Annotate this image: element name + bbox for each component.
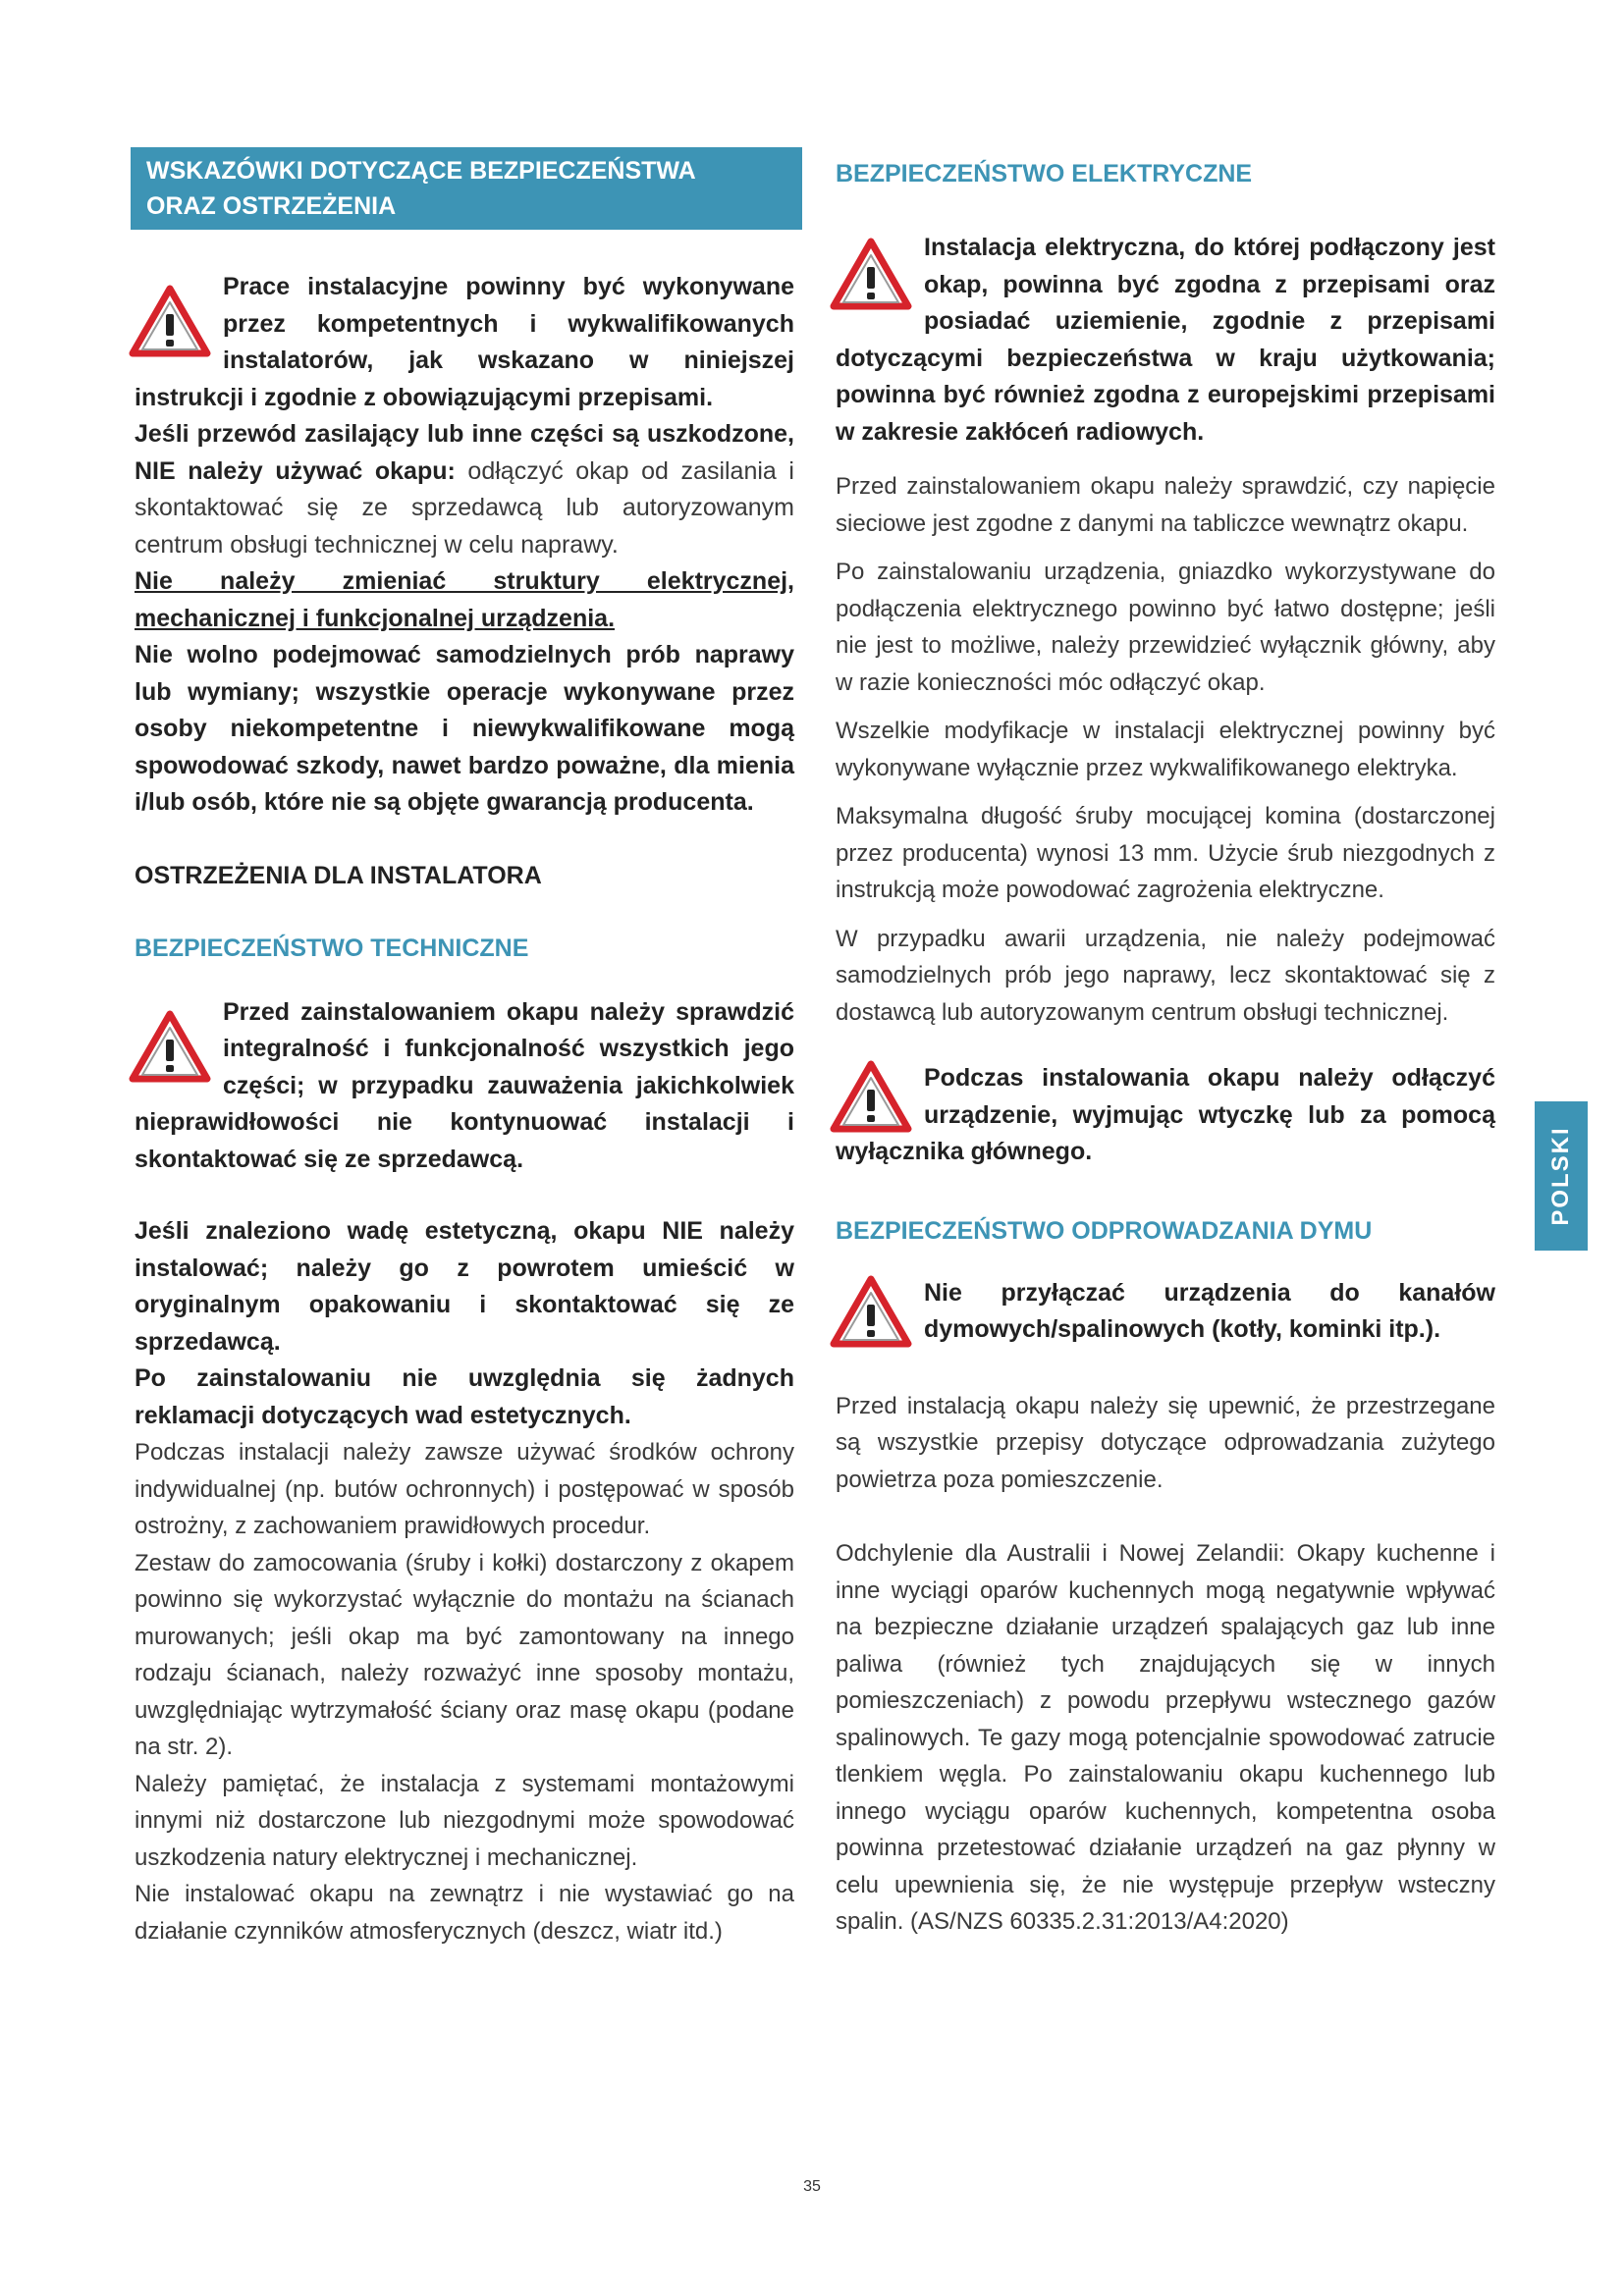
warning-triangle-icon xyxy=(129,285,211,357)
warning-text-2: Przed zainstalowaniem okapu należy sprawdzić integralność i funkcjonalność wszystkich jego części; w przypadku zauważenia jakichkolwiek nieprawidłowości nie kontynuować instalacji i skontaktować się ze sprzedawcą. xyxy=(135,997,794,1173)
socket-paragraph: Po zainstalowaniu urządzenia, gniazdko wykorzystywane do podłączenia elektrycznego powinno być łatwo dostępne; jeśli nie jest to możliwe, należy przewidzieć wyłącznik główny, aby w razie konieczności móc odłączyć okap. xyxy=(836,559,1495,696)
screw-paragraph: Maksymalna długość śruby mocującej komina (dostarczonej przez producenta) wynosi 13 mm. Użycie śrub niezgodnych z instrukcją może powodować zagrożenia elektryczne. xyxy=(836,803,1495,903)
modifications-paragraph: Wszelkie modyfikacje w instalacji elektrycznej powinny być wykonywane wyłącznie przez wykwalifikowanego elektryka. xyxy=(836,718,1495,781)
banner-line-1: WSKAZÓWKI DOTYCZĄCE BEZPIECZEŃSTWA xyxy=(146,157,696,185)
warning-triangle-icon xyxy=(830,238,912,310)
electrical-safety-heading: BEZPIECZEŃSTWO ELEKTRYCZNE xyxy=(836,160,1253,187)
no-modify-notice: Nie należy zmieniać struktury elektrycznej, mechanicznej i funkcjonalnej urządzenia. xyxy=(135,567,794,632)
damage-plain-text: odłączyć okap od zasilania i skontaktować się ze sprzedawcą lub autoryzowanym centrum obsługi technicznej w celu naprawy. xyxy=(135,456,794,559)
warning-text-4: Podczas instalowania okapu należy odłączyć urządzenie, wyjmując wtyczkę lub za pomocą wyłącznika głównego. xyxy=(836,1064,1495,1165)
right-column xyxy=(836,147,1495,1941)
warning-block-2 xyxy=(135,994,794,1179)
installer-heading: OSTRZEŻENIA DLA INSTALATORA xyxy=(135,861,542,889)
page-number: 35 xyxy=(803,2178,821,2195)
warning-text-3: Instalacja elektryczna, do której podłączony jest okap, powinna być zgodna z przepisami oraz posiadać uziemienie, zgodnie z przepisami dotyczącymi bezpieczeństwa w kraju użytkowania; powinna być również zgodna z europejskimi przepisami w zakresie zakłóceń radiowych. xyxy=(836,234,1495,446)
mounting-systems-paragraph: Należy pamiętać, że instalacja z systemami montażowymi innymi niż dostarczone lub niezgodnymi może spowodować uszkodzenia natury elektrycznej i mechanicznej. xyxy=(135,1770,794,1871)
warning-block-5 xyxy=(836,1275,1495,1349)
no-repair-notice: Nie wolno podejmować samodzielnych prób naprawy lub wymiany; wszystkie operacje wykonywane przez osoby niekompetentne i niewykwalifikowane mogą spowodować szkody, nawet bardzo poważne, dla mienia i/lub osób, które nie są objęte gwarancją producenta. xyxy=(135,641,794,816)
left-column xyxy=(135,147,794,1949)
protection-paragraph: Podczas instalacji należy zawsze używać środków ochrony indywidualnej (np. butów ochronnych) i postępować w sposób ostrożny, z zachowaniem prawidłowych procedur. xyxy=(135,1439,794,1539)
technical-safety-heading: BEZPIECZEŃSTWO TECHNICZNE xyxy=(135,934,529,962)
damage-bold-text: Jeśli przewód zasilający lub inne części są uszkodzone, NIE należy używać okapu: xyxy=(135,420,794,485)
warning-block-1 xyxy=(135,269,794,416)
aesthetic-defect-notice: Jeśli znaleziono wadę estetyczną, okapu NIE należy instalować; należy go z powrotem umieścić w oryginalnym opakowaniu i skontaktować się ze sprzedawcą. xyxy=(135,1217,794,1356)
language-tab-label: POLSKI xyxy=(1547,1126,1574,1226)
warning-block-3 xyxy=(836,230,1495,451)
smoke-safety-heading: BEZPIECZEŃSTWO ODPROWADZANIA DYMU xyxy=(836,1216,1373,1245)
warning-block-4 xyxy=(836,1060,1495,1171)
failure-paragraph: W przypadku awarii urządzenia, nie należy podejmować samodzielnych prób jego naprawy, lecz skontaktować się z dostawcą lub autoryzowanym centrum obsługi technicznej. xyxy=(836,925,1495,1026)
regulations-paragraph: Przed instalacją okapu należy się upewnić, że przestrzegane są wszystkie przepisy dotyczące odprowadzania zużytego powietrza poza pomieszczenie. xyxy=(836,1392,1495,1493)
australia-paragraph: Odchylenie dla Australii i Nowej Zelandii: Okapy kuchenne i inne wyciągi oparów kuchennych mogą negatywnie wpływać na bezpieczne działanie urządzeń spalających gaz lub inne paliwa (również tych znajdujących się w innych pomieszczeniach) z powodu przepływu wstecznego gazów spalinowych. Te gazy mogą potencjalnie spowodować zatrucie tlenkiem węgla. Po zainstalowaniu okapu kuchennego lub innego wyciągu oparów kuchennych, kompetentna osoba powinna przetestować działanie urządzeń na gaz płynny w celu upewnienia się, że nie występuje przepływ wsteczny spalin. (AS/NZS 60335.2.31:2013/A4:2020) xyxy=(836,1540,1495,1935)
banner-line-2: ORAZ OSTRZEŻENIA xyxy=(146,192,397,220)
warning-triangle-icon xyxy=(830,1275,912,1348)
warning-text-5: Nie przyłączać urządzenia do kanałów dymowych/spalinowych (kotły, kominki itp.). xyxy=(924,1278,1495,1343)
safety-banner xyxy=(131,147,802,230)
warning-text-1: Prace instalacyjne powinny być wykonywane przez kompetentnych i wykwalifikowanych instalatorów, jak wskazano w niniejszej instrukcji i zgodnie z obowiązującymi przepisami. xyxy=(135,273,794,411)
damage-paragraph xyxy=(135,416,794,563)
language-tab xyxy=(1535,1101,1588,1251)
warning-triangle-icon xyxy=(129,1010,211,1083)
voltage-paragraph: Przed zainstalowaniem okapu należy sprawdzić, czy napięcie sieciowe jest zgodne z danymi na tabliczce wewnątrz okapu. xyxy=(836,473,1495,537)
aesthetic-claims-notice: Po zainstalowaniu nie uwzględnia się żadnych reklamacji dotyczących wad estetycznych. xyxy=(135,1364,794,1429)
warning-triangle-icon xyxy=(830,1060,912,1133)
outdoor-paragraph: Nie instalować okapu na zewnątrz i nie wystawiać go na działanie czynników atmosferycznych (deszcz, wiatr itd.) xyxy=(135,1881,794,1945)
fixing-kit-paragraph: Zestaw do zamocowania (śruby i kołki) dostarczony z okapem powinno się wykorzystać wyłącznie do montażu na ścianach murowanych; jeśli okap ma być zamontowany na innego rodzaju ścianach, należy rozważyć inne sposoby montażu, uwzględniając wytrzymałość ściany oraz masę okapu (podane na str. 2). xyxy=(135,1549,794,1760)
